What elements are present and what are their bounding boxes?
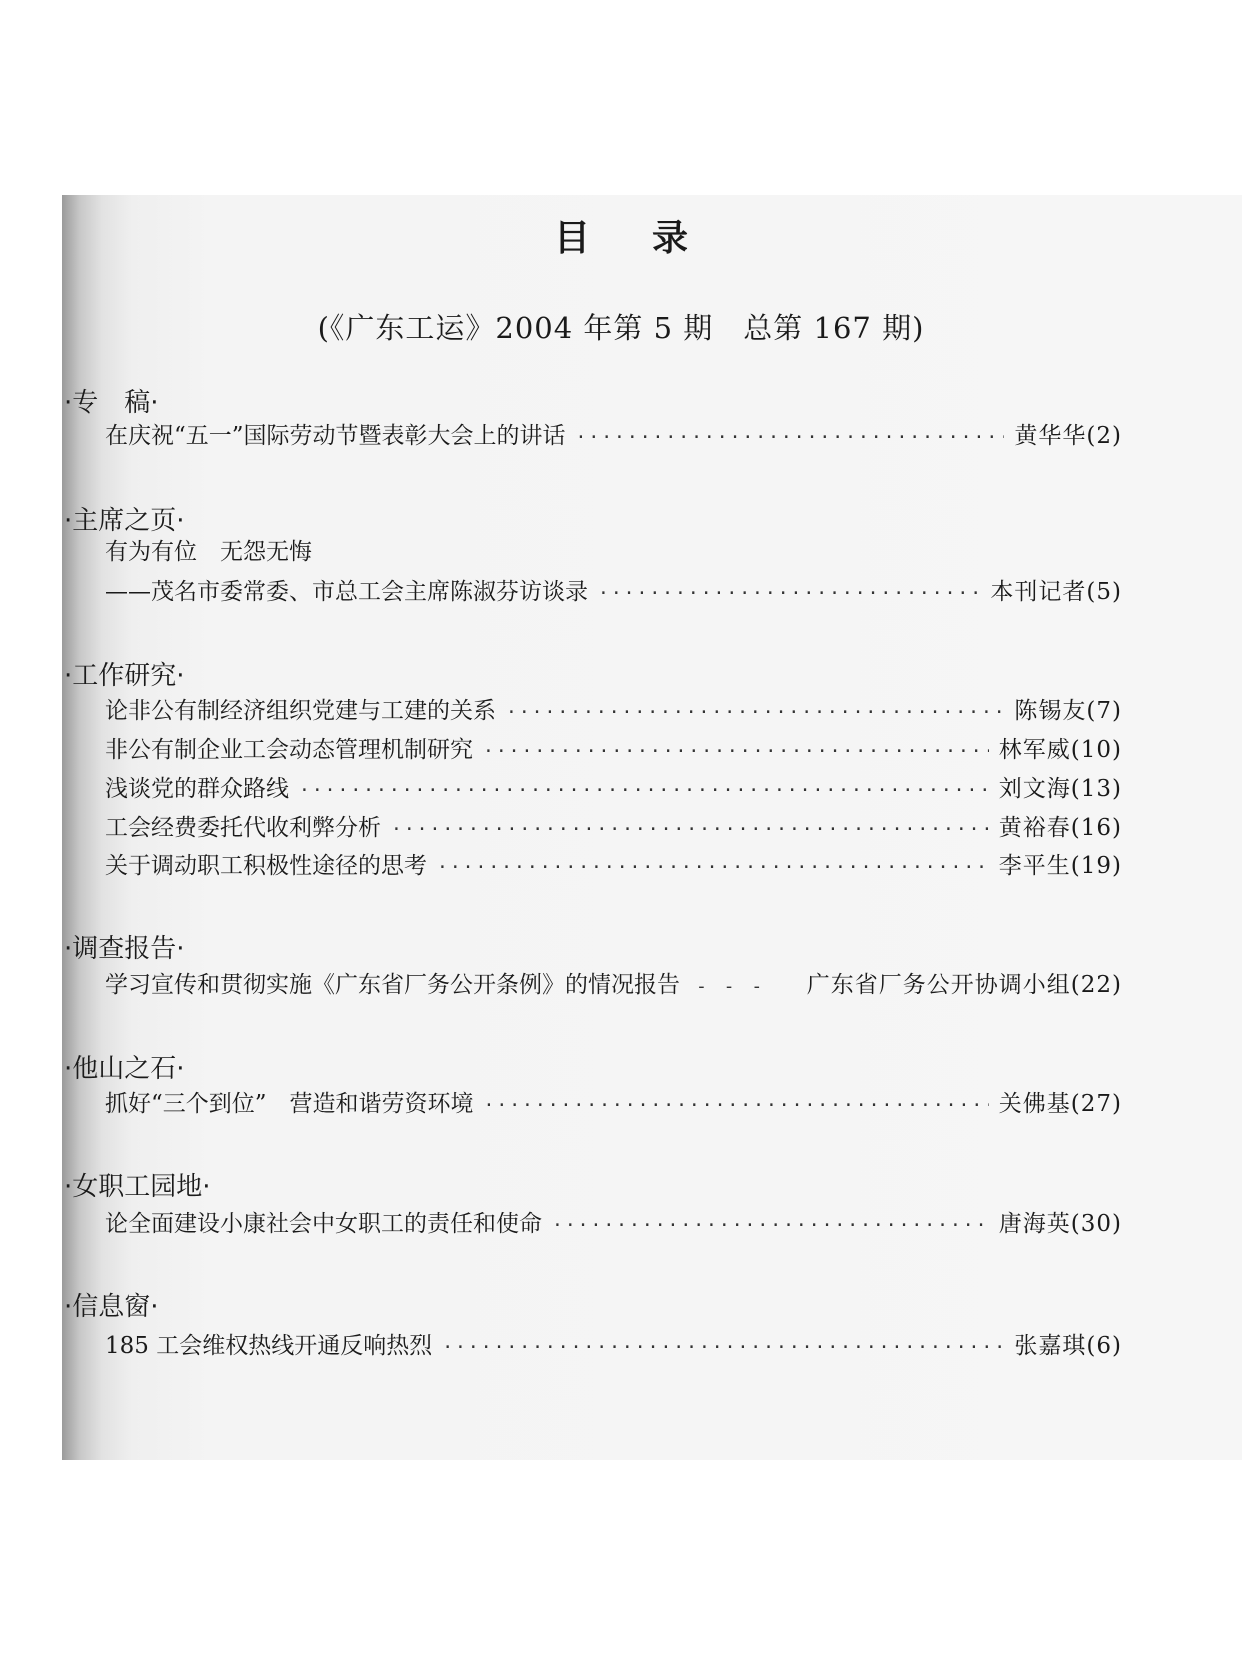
entry-title: 论非公有制经济组织党建与工建的关系 — [105, 698, 496, 724]
entry-title: 185 工会维权热线开通反响热烈 — [105, 1333, 433, 1359]
toc-entry[interactable] — [105, 573, 1122, 606]
toc-entry[interactable] — [105, 770, 1122, 803]
entry-title: ——茂名市委常委、市总工会主席陈淑芬访谈录 — [105, 579, 588, 605]
entry-title-line1: 有为有位 无怨无悔 — [105, 539, 312, 565]
leader-dots — [598, 583, 980, 604]
entry-title: 在庆祝“五一”国际劳动节暨表彰大会上的讲话 — [105, 423, 566, 449]
section-heading-survey-report: ·调查报告· — [64, 934, 185, 964]
entry-title: 工会经费委托代收利弊分析 — [105, 815, 381, 841]
section-heading-info-window: ·信息窗· — [64, 1292, 159, 1322]
page-title: 目录 — [553, 218, 750, 259]
entry-title: 学习宣传和贯彻实施《广东省厂务公开条例》的情况报告 — [105, 972, 680, 998]
toc-entry[interactable] — [105, 1085, 1122, 1118]
entry-author-page: 李平生(19) — [998, 853, 1122, 879]
leader-dashes — [696, 976, 765, 997]
section-heading-chairman-page: ·主席之页· — [64, 506, 185, 536]
leader-dots — [484, 1095, 989, 1116]
leader-dots — [576, 427, 1005, 448]
toc-entry[interactable] — [105, 417, 1122, 450]
entry-author-page: 林军威(10) — [998, 737, 1122, 763]
section-heading-work-research: ·工作研究· — [64, 661, 185, 691]
toc-entry[interactable] — [105, 1205, 1122, 1238]
leader-dots — [391, 819, 989, 840]
leader-dots — [506, 702, 1004, 723]
leader-dots — [437, 857, 989, 878]
leader-dots — [299, 780, 989, 801]
section-heading-special-manuscript: ·专 稿· — [64, 388, 159, 418]
entry-author-page: 广东省厂务公开协调小组(22) — [806, 972, 1122, 998]
entry-title: 抓好“三个到位” 营造和谐劳资环境 — [105, 1091, 474, 1117]
toc-entry[interactable] — [105, 809, 1122, 842]
entry-author-page: 张嘉琪(6) — [1014, 1333, 1122, 1359]
entry-title: 浅谈党的群众路线 — [105, 776, 289, 802]
leader-dots — [442, 1337, 1004, 1358]
entry-author-page: 黄裕春(16) — [998, 815, 1122, 841]
entry-author-page: 刘文海(13) — [998, 776, 1122, 802]
entry-author-page: 唐海英(30) — [998, 1211, 1122, 1237]
entry-title: 非公有制企业工会动态管理机制研究 — [105, 737, 473, 763]
leader-dots — [552, 1215, 989, 1236]
section-heading-stones-from-other-hills: ·他山之石· — [64, 1054, 185, 1084]
entry-author-page: 陈锡友(7) — [1014, 698, 1122, 724]
toc-entry[interactable] — [105, 731, 1122, 764]
entry-title: 关于调动职工积极性途径的思考 — [105, 853, 427, 879]
entry-author-page: 黄华华(2) — [1014, 423, 1122, 449]
leader-dots — [483, 741, 989, 762]
entry-author-page: 本刊记者(5) — [990, 579, 1122, 605]
toc-entry[interactable] — [105, 966, 1122, 999]
toc-entry[interactable] — [105, 692, 1122, 725]
toc-entry[interactable] — [105, 1327, 1122, 1360]
entry-title: 论全面建设小康社会中女职工的责任和使命 — [105, 1211, 542, 1237]
section-heading-women-workers: ·女职工园地· — [64, 1172, 211, 1202]
entry-author-page: 关佛基(27) — [998, 1091, 1122, 1117]
toc-entry[interactable] — [105, 847, 1122, 880]
issue-subtitle: (《广东工运》2004 年第 5 期 总第 167 期) — [317, 311, 925, 345]
